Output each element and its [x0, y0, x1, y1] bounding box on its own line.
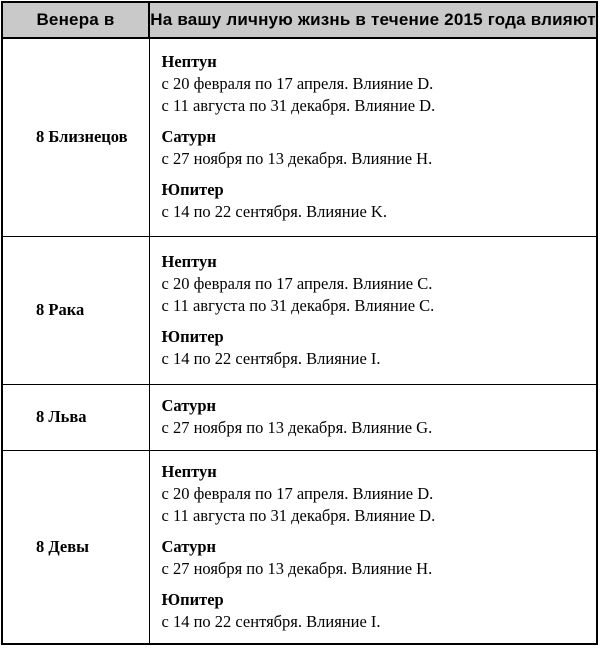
details-cell	[149, 236, 597, 384]
planet-entry	[162, 461, 587, 527]
planet-name: Нептун	[161, 52, 217, 72]
planet-name: Нептун	[161, 461, 217, 481]
sign-label: 8 Девы	[2, 450, 149, 644]
planet-entry	[162, 536, 587, 580]
planet-entry	[162, 589, 587, 633]
planet-name: Юпитер	[161, 180, 224, 200]
influence-period-line: с 27 ноября по 13 декабря. Влияние G.	[161, 418, 433, 437]
planet-entry	[162, 251, 587, 317]
influence-period-line: с 20 февраля по 17 апреля. Влияние D.	[161, 483, 434, 503]
planet-entry	[162, 51, 587, 117]
planet-entry	[162, 179, 587, 223]
table-row-gemini	[2, 38, 597, 236]
venus-influence-table	[1, 1, 598, 645]
details-cell	[149, 384, 597, 450]
details-cell	[149, 38, 597, 236]
influence-period-line: с 14 по 22 сентября. Влияние I.	[161, 348, 381, 368]
planet-name: Сатурн	[161, 127, 217, 147]
table-row-leo	[2, 384, 597, 450]
planet-entry	[162, 126, 587, 170]
planet-name: Сатурн	[161, 536, 217, 556]
table-row-cancer	[2, 236, 597, 384]
influence-period-line: с 27 ноября по 13 декабря. Влияние H.	[161, 558, 433, 578]
header-influences-2015: На вашу личную жизнь в течение 2015 года влияют	[149, 2, 597, 38]
sign-label: 8 Льва	[2, 384, 149, 450]
influence-period-line: с 11 августа по 31 декабря. Влияние D.	[161, 505, 436, 525]
planet-name: Юпитер	[161, 326, 224, 346]
sign-label: 8 Рака	[2, 236, 149, 384]
details-cell	[149, 450, 597, 644]
influence-period-line: с 20 февраля по 17 апреля. Влияние C.	[161, 273, 433, 293]
table-header-row	[2, 2, 597, 38]
influence-period-line: с 11 августа по 31 декабря. Влияние D.	[161, 96, 436, 116]
influence-period-line: с 14 по 22 сентября. Влияние I.	[161, 611, 381, 631]
influence-period-line: с 27 ноября по 13 декабря. Влияние H.	[161, 149, 433, 169]
table-row-virgo	[2, 450, 597, 644]
influence-period-line: с 11 августа по 31 декабря. Влияние C.	[161, 295, 435, 315]
planet-name: Нептун	[161, 251, 217, 271]
planet-entry	[162, 326, 587, 370]
influence-period-line: с 20 февраля по 17 апреля. Влияние D.	[161, 74, 434, 94]
planet-entry	[162, 395, 587, 439]
planet-name: Юпитер	[161, 589, 224, 609]
sign-label: 8 Близнецов	[2, 38, 149, 236]
planet-name: Сатурн	[161, 396, 217, 415]
header-venus-in: Венера в	[2, 2, 149, 38]
influence-period-line: с 14 по 22 сентября. Влияние K.	[161, 202, 387, 222]
